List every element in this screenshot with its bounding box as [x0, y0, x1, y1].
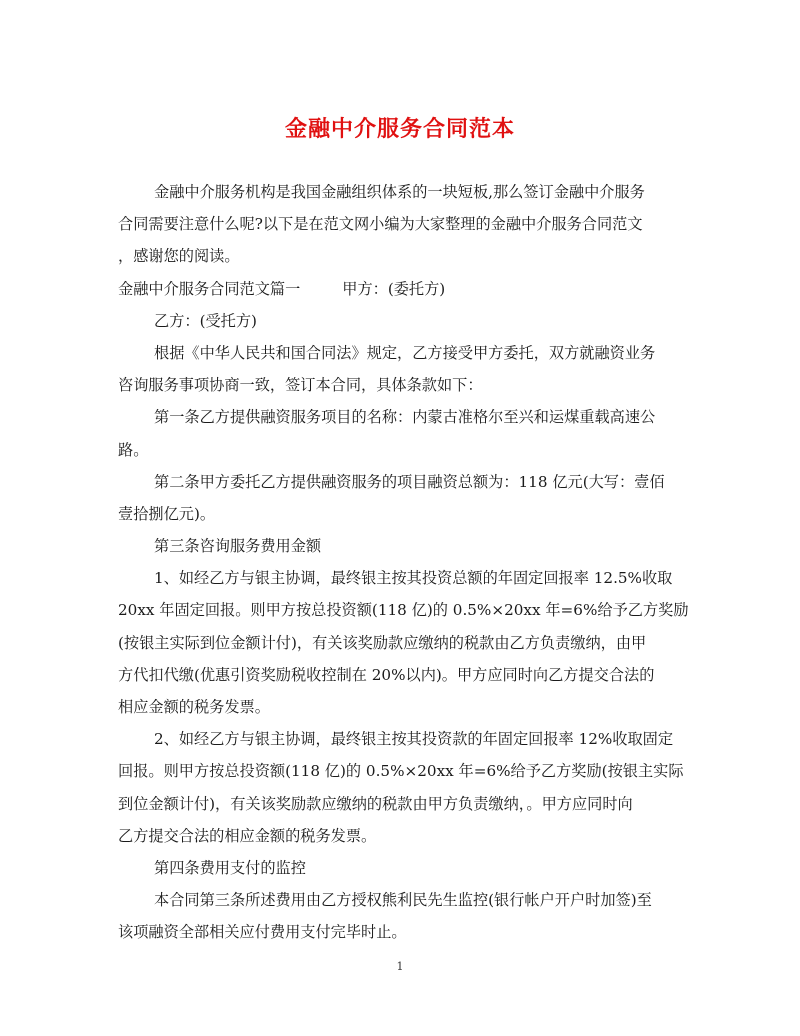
text-line: 路。 [118, 440, 149, 459]
document-body [118, 176, 689, 949]
text-line: 到位金额计付)，有关该奖励款应缴纳的税款由甲方负责缴纳，。甲方应同时向 [118, 794, 633, 813]
text-line: 金融中介服务机构是我国金融组织体系的一块短板,那么签订金融中介服务 [154, 183, 645, 201]
text-line: 方代扣代缴(优惠引资奖励税收控制在 20%以内)。甲方应同时向乙方提交合法的 [118, 665, 655, 684]
article-1 [118, 401, 684, 465]
text-line: (按银主实际到位金额计付)，有关该奖励款应缴纳的税款由乙方负责缴纳，由甲 [118, 633, 647, 652]
section-heading: 金融中介服务合同范文篇一 [118, 279, 301, 298]
text-line: 1、如经乙方与银主协调，最终银主按其投资总额的年固定回报率 12.5%收取 [154, 569, 673, 588]
text-line: 咨询服务事项协商一致，签订本合同，具体条款如下： [118, 376, 483, 395]
preamble-paragraph [118, 337, 684, 401]
text-line: 20xx 年固定回报。则甲方按总投资额(118 亿)的 0.5%×20xx 年=6%给予乙方奖励 [118, 601, 689, 620]
text-line: 根据《中华人民共和国合同法》规定，乙方接受甲方委托，双方就融资业务 [154, 343, 656, 362]
text-line: 回报。则甲方按总投资额(118 亿)的 0.5%×20xx 年=6%给予乙方奖励(按银主实际 [118, 762, 684, 781]
text-line: 本合同第三条所述费用由乙方授权熊利民先生监控(银行帐户开户时加签)至 [154, 891, 652, 910]
article-4-body [118, 884, 684, 948]
text-line: 第二条甲方委托乙方提供融资服务的项目融资总额为：118 亿元(大写：壹佰 [154, 472, 665, 491]
article-3-item-2 [118, 723, 684, 852]
section-heading-line [118, 273, 684, 305]
text-line: 相应金额的税务发票。 [118, 698, 270, 716]
text-line: 第一条乙方提供融资服务项目的名称：内蒙古准格尔至兴和运煤重载高速公 [154, 408, 656, 427]
page-number: 1 [396, 960, 404, 973]
article-4-title: 第四条费用支付的监控 [154, 858, 306, 877]
article-3-title: 第三条咨询服务费用金额 [154, 537, 322, 556]
party-a: 甲方：(委托方) [342, 279, 446, 298]
text-line: 该项融资全部相关应付费用支付完毕时止。 [118, 923, 407, 942]
article-2 [118, 466, 684, 530]
text-line: 乙方提交合法的相应金额的税务发票。 [118, 826, 377, 845]
party-b: 乙方：(受托方) [154, 311, 257, 330]
article-3-item-1 [118, 562, 689, 723]
text-line: ，感谢您的阅读。 [118, 247, 240, 266]
intro-paragraph [118, 176, 684, 273]
document-title: 金融中介服务合同范本 [284, 117, 515, 142]
text-line: 合同需要注意什么呢?以下是在范文网小编为大家整理的金融中介服务合同范文 [118, 215, 643, 234]
text-line: 2、如经乙方与银主协调，最终银主按其投资款的年固定回报率 12%收取固定 [154, 730, 674, 749]
text-line: 壹拾捌亿元)。 [118, 504, 216, 523]
